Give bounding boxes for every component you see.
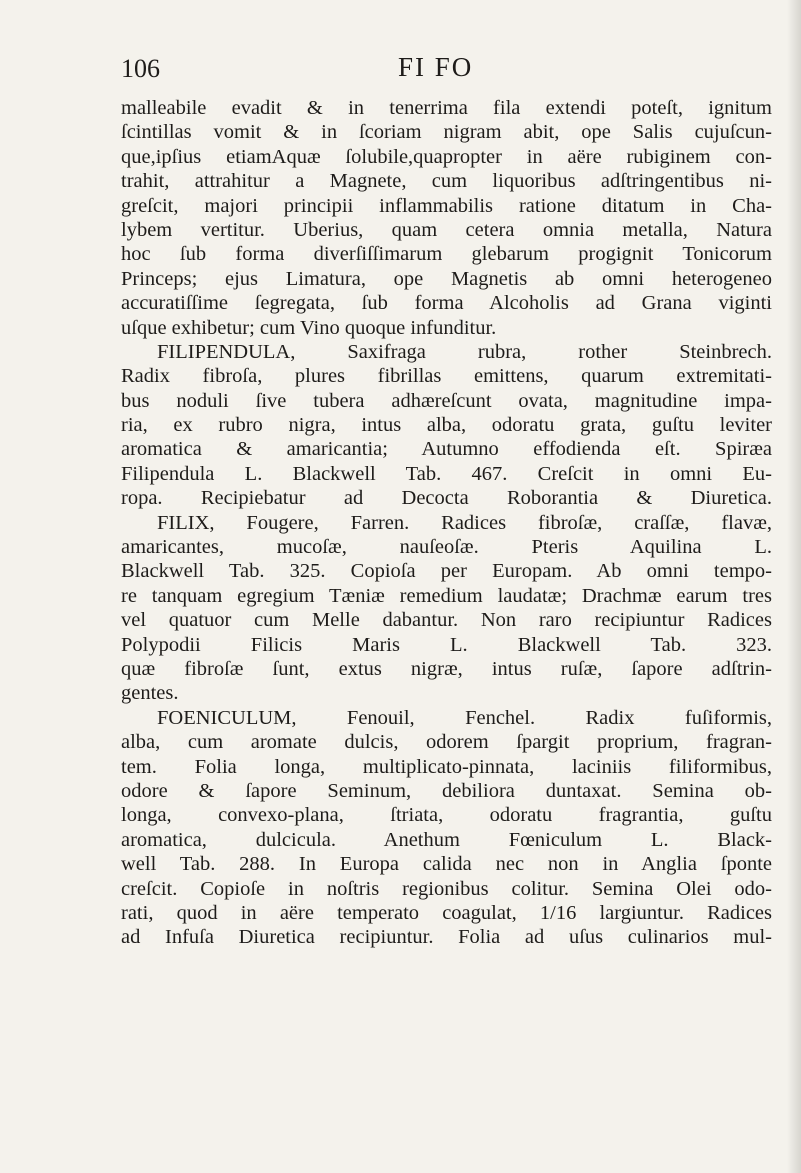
text-line: malleabile evadit & in tenerrima fila extendi poteſt, ignitum — [121, 97, 772, 119]
text-line: trahit, attrahitur a Magnete, cum liquoribus adſtringentibus ni- — [121, 170, 772, 193]
text-line: rati, quod in aëre temperato coagulat, 1/16 largiuntur. Radices — [121, 901, 772, 924]
text-line: FOENICULUM, Fenouil, Fenchel. Radix fuſiformis, — [157, 706, 772, 729]
text-line: FILIX, Fougere, Farren. Radices fibroſæ, craſſæ, flavæ, — [157, 511, 772, 534]
text-line: tem. Folia longa, multiplicato-pinnata, laciniis filiformibus, — [121, 755, 772, 778]
text-line: alba, cum aromate dulcis, odorem ſpargit proprium, fragran- — [121, 731, 772, 754]
text-line: odore & ſapore Seminum, debiliora duntaxat. Semina ob- — [121, 779, 772, 802]
text-line: ad Infuſa Diuretica recipiuntur. Folia ad uſus culinarios mul- — [121, 926, 772, 949]
text-line: aromatica, dulcicula. Anethum Fœniculum L. Black- — [121, 828, 772, 851]
text-line: greſcit, majori principii inflammabilis ratione ditatum in Cha- — [121, 194, 772, 217]
text-line: aromatica & amaricantia; Autumno effodienda eſt. Spiræa — [121, 438, 772, 461]
text-line: ria, ex rubro nigra, intus alba, odoratu grata, guſtu leviter — [121, 414, 772, 437]
text-line: bus noduli ſive tubera adhæreſcunt ovata, magnitudine impa- — [121, 389, 772, 412]
text-line: well Tab. 288. In Europa calida nec non in Anglia ſponte — [121, 853, 772, 876]
text-line: quæ fibroſæ ſunt, extus nigræ, intus ruſæ, ſapore adſtrin- — [121, 657, 772, 680]
text-line: Princeps; ejus Limatura, ope Magnetis ab omni heterogeneo — [121, 267, 772, 290]
text-line: que,ipſius etiamAquæ ſolubile,quapropter in aëre rubiginem con- — [121, 145, 772, 168]
page-edge-shadow — [787, 0, 801, 1173]
page-number: 106 — [121, 54, 160, 83]
text-line: gentes. — [121, 682, 179, 705]
text-line: hoc ſub forma diverſiſſimarum glebarum progignit Tonicorum — [121, 243, 772, 266]
text-line: creſcit. Copioſe in noſtris regionibus colitur. Semina Olei odo- — [121, 877, 772, 900]
text-line: amaricantes, mucoſæ, nauſeoſæ. Pteris Aquilina L. — [121, 536, 772, 559]
running-head: FI FO — [398, 52, 474, 82]
text-line: accuratiſſime ſegregata, ſub forma Alcoholis ad Grana viginti — [121, 292, 772, 315]
text-line: uſque exhibetur; cum Vino quoque infunditur. — [121, 316, 497, 339]
text-line: lybem vertitur. Uberius, quam cetera omnia metalla, Natura — [121, 218, 772, 241]
page-header — [0, 50, 801, 90]
text-line: ſcintillas vomit & in ſcoriam nigram abit, ope Salis cujuſcun- — [121, 121, 772, 144]
text-line: FILIPENDULA, Saxifraga rubra, rother Steinbrech. — [157, 340, 772, 363]
text-line: ropa. Recipiebatur ad Decocta Roborantia & Diuretica. — [121, 487, 772, 510]
text-line: Blackwell Tab. 325. Copioſa per Europam. Ab omni tempo- — [121, 560, 772, 583]
text-line: longa, convexo-plana, ſtriata, odoratu fragrantia, guſtu — [121, 804, 772, 827]
text-line: re tanquam egregium Tæniæ remedium laudatæ; Drachmæ earum tres — [121, 584, 772, 607]
text-line: Polypodii Filicis Maris L. Blackwell Tab. 323. — [121, 633, 772, 656]
text-line: vel quatuor cum Melle dabantur. Non raro recipiuntur Radices — [121, 609, 772, 632]
text-line: Filipendula L. Blackwell Tab. 467. Creſcit in omni Eu- — [121, 462, 772, 485]
text-line: Radix fibroſa, plures fibrillas emittens, quarum extremitati- — [121, 365, 772, 388]
body-text — [121, 96, 772, 950]
